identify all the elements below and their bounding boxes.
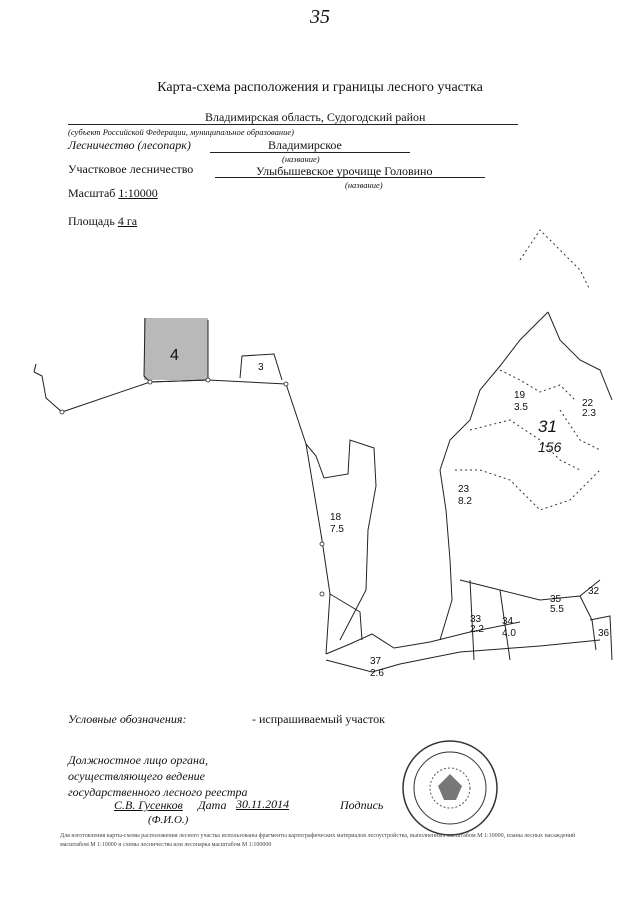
- label-22-num: 22: [582, 398, 594, 409]
- scale-label: Масштаб: [68, 186, 116, 200]
- quarter-35-top: [460, 580, 600, 600]
- quarter-18-inner: [330, 594, 362, 640]
- subject-value: Владимирская область, Судогодский район: [205, 110, 426, 124]
- boundary-west: [34, 372, 330, 654]
- signature-label: Подпись: [340, 798, 384, 812]
- dashed-31: [470, 420, 580, 470]
- label-quarter-31: 31: [538, 417, 557, 436]
- vertex-point: [320, 542, 324, 546]
- label-37-area: 2.6: [370, 668, 384, 679]
- area-value: 4 га: [117, 214, 138, 228]
- label-19-num: 19: [514, 390, 526, 401]
- district-value: Улыбышевское урочище Головино: [256, 164, 433, 178]
- quarter-18-outline: [306, 440, 376, 640]
- south-boundary: [326, 640, 600, 672]
- date-value: 30.11.2014: [236, 797, 290, 811]
- quarter-31-north: [548, 312, 612, 400]
- vertex-point: [320, 592, 324, 596]
- label-33-area: 2.2: [470, 624, 484, 635]
- label-quarter-4: 4: [170, 347, 179, 364]
- label-23-num: 23: [458, 484, 470, 495]
- page-number: 35: [310, 6, 330, 28]
- quarter-23-west: [440, 470, 452, 640]
- vertex-point: [60, 410, 64, 414]
- legend-item: - испрашиваемый участок: [252, 712, 385, 726]
- forestry-value: Владимирское: [268, 138, 342, 152]
- label-quarter-32: 32: [588, 586, 600, 597]
- subject-caption: (субъект Российской Федерации, муниципальное образование): [68, 127, 294, 137]
- label-quarter-36: 36: [598, 628, 610, 639]
- official-text: Должностное лицо органа, осуществляющего ведение государственного лесного реестра: [68, 753, 248, 799]
- forestry-caption: (название): [282, 154, 320, 164]
- vertex-point: [206, 378, 210, 382]
- dashed-23: [455, 470, 600, 510]
- label-quarter-3: 3: [258, 362, 264, 373]
- forestry-label: Лесничество (лесопарк): [68, 138, 191, 152]
- label-35-num: 35: [550, 594, 562, 605]
- scale-value: 1:10000: [118, 186, 158, 200]
- label-23-area: 8.2: [458, 496, 472, 507]
- vertex-point: [284, 382, 288, 386]
- district-caption: (название): [345, 180, 383, 190]
- official-name-caption: (Ф.И.О.): [148, 814, 189, 826]
- label-35-area: 5.5: [550, 604, 564, 615]
- official-name: С.В. Гусенков: [114, 798, 183, 812]
- boundary-tick: [34, 364, 36, 372]
- label-18-num: 18: [330, 512, 342, 523]
- district-label: Участковое лесничество: [68, 162, 194, 176]
- label-18-area: 7.5: [330, 524, 344, 535]
- footnote: Для изготовления карты-схемы расположения лесного участка использованы фрагменты картографических материалов лесоустройства, выполненных масштабом М 1:10000, планы лесных насаждений масштабом М 1:10000 и схемы лесничества или лесопарка масштабом М 1:100000: [60, 833, 576, 848]
- vertex-point: [148, 380, 152, 384]
- label-34-area: 4.0: [502, 628, 516, 639]
- label-34-num: 34: [502, 616, 514, 627]
- stamp-seal: [400, 738, 500, 838]
- label-156: 156: [538, 439, 562, 455]
- dashed-19: [500, 370, 575, 400]
- dashed-north: [520, 230, 590, 290]
- label-37-num: 37: [370, 656, 382, 667]
- quarter-31-west: [440, 312, 548, 470]
- label-22-area: 2.3: [582, 408, 596, 419]
- date-label: Дата: [198, 798, 227, 812]
- label-33-num: 33: [470, 614, 482, 625]
- page-title: Карта-схема расположения и границы лесного участка: [157, 80, 483, 95]
- label-19-area: 3.5: [514, 402, 528, 413]
- legend-title: Условные обозначения:: [68, 712, 187, 726]
- area-label: Площадь: [68, 214, 115, 228]
